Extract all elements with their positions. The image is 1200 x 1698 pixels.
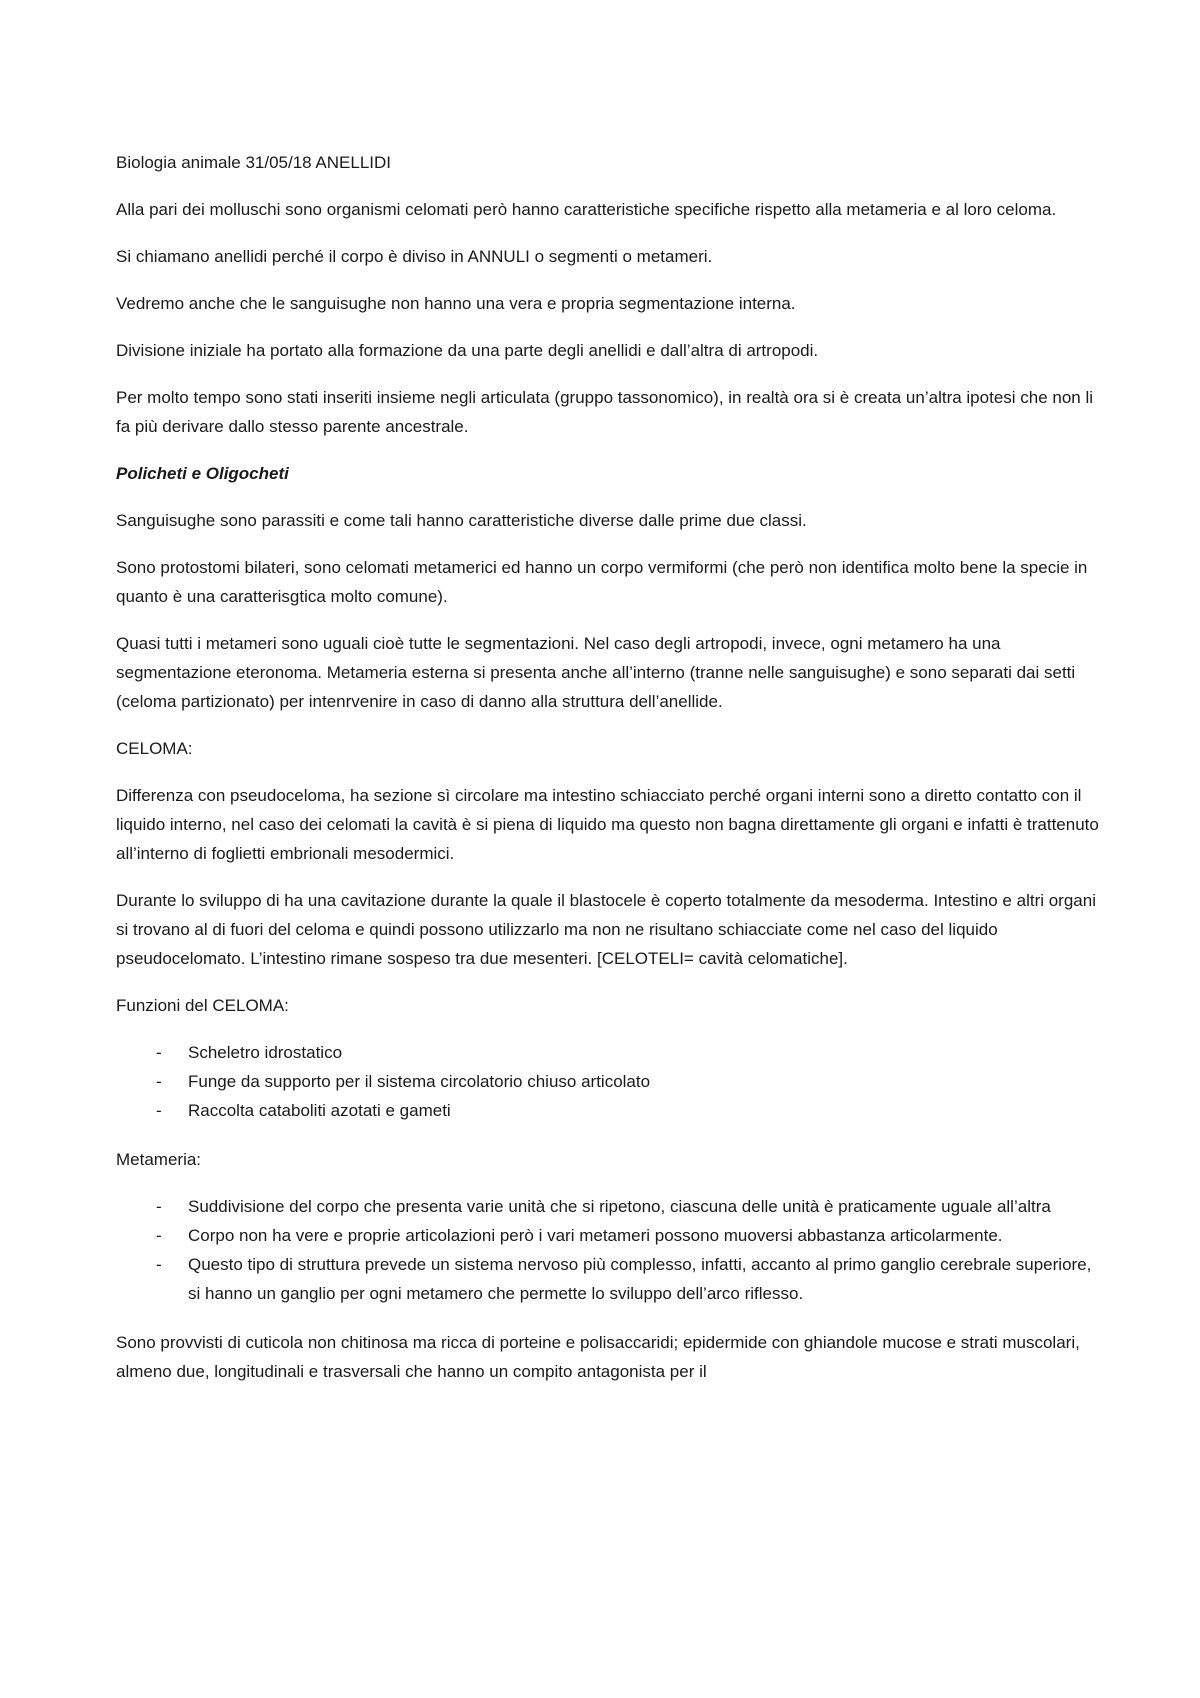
list-item: [116, 1096, 1106, 1125]
paragraph: Per molto tempo sono stati inseriti insieme negli articulata (gruppo tassonomico), in realtà ora si è creata un’altra ipotesi che non li fa più derivare dallo stesso parente ancestrale.: [116, 388, 1094, 436]
list-metameria: [116, 1192, 1106, 1308]
list-funzioni: [116, 1038, 1106, 1125]
section-heading-metameria: Metameria:: [116, 1150, 202, 1169]
dash-marker: -: [156, 1043, 162, 1062]
paragraph: Divisione iniziale ha portato alla formazione da una parte degli anellidi e dall’altra di artropodi.: [116, 341, 819, 360]
list-item: [116, 1038, 1106, 1067]
document-page: [116, 148, 1106, 1404]
paragraph: Si chiamano anellidi perché il corpo è diviso in ANNULI o segmenti o metameri.: [116, 247, 713, 266]
paragraph: Sono protostomi bilateri, sono celomati metamerici ed hanno un corpo vermiformi (che però non identifica molto bene la specie in quanto è una caratterisgtica molto comune).: [116, 558, 1088, 606]
list-item-text: Suddivisione del corpo che presenta varie unità che si ripetono, ciascuna delle unità è praticamente uguale all’altra: [188, 1197, 1051, 1216]
paragraph: Durante lo sviluppo di ha una cavitazione durante la quale il blastocele è coperto totalmente da mesoderma. Intestino e altri organi si trovano al di fuori del celoma e quindi possono utilizzarlo ma non ne risultano schiacciate come nel caso del liquido pseudocelomato. L’intestino rimane sospeso tra due mesenteri. [CELOTELI= cavità celomatiche].: [116, 891, 1096, 968]
list-item-text: Questo tipo di struttura prevede un sistema nervoso più complesso, infatti, accanto al primo ganglio cerebrale superiore, si hanno un ganglio per ogni metamero che permette lo sviluppo dell’arco riflesso.: [188, 1255, 1092, 1303]
dash-marker: -: [156, 1072, 162, 1091]
paragraph: Vedremo anche che le sanguisughe non hanno una vera e propria segmentazione interna.: [116, 294, 796, 313]
list-item: [116, 1250, 1106, 1308]
list-item: [116, 1221, 1106, 1250]
list-item-text: Funge da supporto per il sistema circolatorio chiuso articolato: [188, 1072, 651, 1091]
paragraph: Quasi tutti i metameri sono uguali cioè tutte le segmentazioni. Nel caso degli artropodi, invece, ogni metamero ha una segmentazione eteronoma. Metameria esterna si presenta anche all’interno (tranne nelle sanguisughe) e sono separati dai setti (celoma partizionato) per intenrvenire in caso di danno alla struttura dell’anellide.: [116, 634, 1076, 711]
list-item-text: Raccolta cataboliti azotati e gameti: [188, 1101, 451, 1120]
dash-marker: -: [156, 1197, 162, 1216]
list-item: [116, 1192, 1106, 1221]
section-heading-funzioni: Funzioni del CELOMA:: [116, 996, 289, 1015]
document-title: Biologia animale 31/05/18 ANELLIDI: [116, 153, 392, 172]
dash-marker: -: [156, 1255, 162, 1274]
list-item: [116, 1067, 1106, 1096]
subheading: Policheti e Oligocheti: [116, 464, 289, 483]
list-item-text: Scheletro idrostatico: [188, 1043, 343, 1062]
paragraph: Sanguisughe sono parassiti e come tali hanno caratteristiche diverse dalle prime due classi.: [116, 511, 807, 530]
paragraph: Differenza con pseudoceloma, ha sezione sì circolare ma intestino schiacciato perché organi interni sono a diretto contatto con il liquido interno, nel caso dei celomati la cavità è si piena di liquido ma questo non bagna direttamente gli organi e infatti è trattenuto all’interno di foglietti embrionali mesodermici.: [116, 786, 1099, 863]
paragraph: Alla pari dei molluschi sono organismi celomati però hanno caratteristiche specifiche rispetto alla metameria e al loro celoma.: [116, 200, 1057, 219]
list-item-text: Corpo non ha vere e proprie articolazioni però i vari metameri possono muoversi abbastanza articolarmente.: [188, 1226, 1003, 1245]
dash-marker: -: [156, 1101, 162, 1120]
section-heading-celoma: CELOMA:: [116, 739, 193, 758]
dash-marker: -: [156, 1226, 162, 1245]
paragraph: Sono provvisti di cuticola non chitinosa ma ricca di porteine e polisaccaridi; epidermide con ghiandole mucose e strati muscolari, almeno due, longitudinali e trasversali che hanno un compito antagonista per il: [116, 1333, 1080, 1381]
